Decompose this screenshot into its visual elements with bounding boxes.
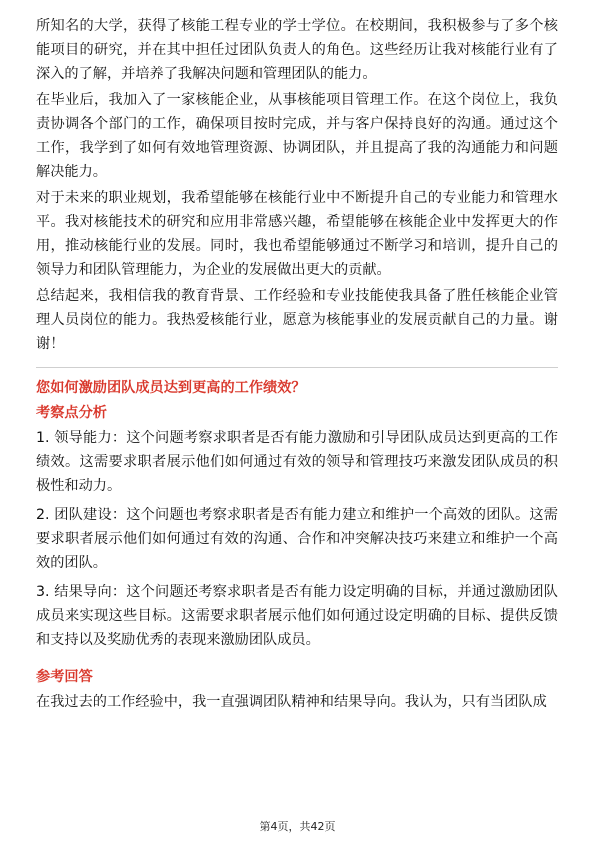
answer-heading: 参考回答 xyxy=(36,669,93,685)
intro-paragraph: 所知名的大学，获得了核能工程专业的学士学位。在校期间，我积极参与了多个核能项目的研究，并在其中担任过团队负责人的角色。这些经历让我对核能行业有了深入的了解，并培养了我解决问题和管理团队的能力。 xyxy=(36,18,558,82)
analysis-point: 1. 领导能力：这个问题考察求职者是否有能力激励和引导团队成员达到更高的工作绩效。这需要求职者展示他们如何通过有效的领导和管理技巧来激发团队成员的积极性和动力。 xyxy=(36,430,558,494)
section-divider xyxy=(36,367,558,368)
analysis-point: 2. 团队建设：这个问题也考察求职者是否有能力建立和维护一个高效的团队。这需要求职者展示他们如何通过有效的沟通、合作和冲突解决技巧来建立和维护一个高效的团队。 xyxy=(36,507,558,571)
intro-paragraph: 总结起来，我相信我的教育背景、工作经验和专业技能使我具备了胜任核能企业管理人员岗位的能力。我热爱核能行业，愿意为核能事业的发展贡献自己的力量。谢谢！ xyxy=(36,288,558,352)
page-number: 第4页，共42页 xyxy=(259,820,336,833)
question-heading: 您如何激励团队成员达到更高的工作绩效？ xyxy=(36,380,306,396)
analysis-point: 3. 结果导向：这个问题还考察求职者是否有能力设定明确的目标，并通过激励团队成员来实现这些目标。这需要求职者展示他们如何通过设定明确的目标、提供反馈和支持以及奖励优秀的表现来激励团队成员。 xyxy=(36,584,558,648)
answer-paragraph: 在我过去的工作经验中，我一直强调团队精神和结果导向。我认为，只有当团队成 xyxy=(36,694,547,710)
intro-paragraph: 对于未来的职业规划，我希望能够在核能行业中不断提升自己的专业能力和管理水平。我对核能技术的研究和应用非常感兴趣，希望能够在核能企业中发挥更大的作用，推动核能行业的发展。同时，我也希望能够通过不断学习和培训，提升自己的领导力和团队管理能力，为企业的发展做出更大的贡献。 xyxy=(36,190,558,278)
analysis-heading: 考察点分析 xyxy=(36,405,107,421)
document-page xyxy=(36,14,558,716)
intro-paragraph: 在毕业后，我加入了一家核能企业，从事核能项目管理工作。在这个岗位上，我负责协调各个部门的工作，确保项目按时完成，并与客户保持良好的沟通。通过这个工作，我学到了如何有效地管理资源、协调团队，并且提高了我的沟通能力和问题解决能力。 xyxy=(36,92,558,180)
